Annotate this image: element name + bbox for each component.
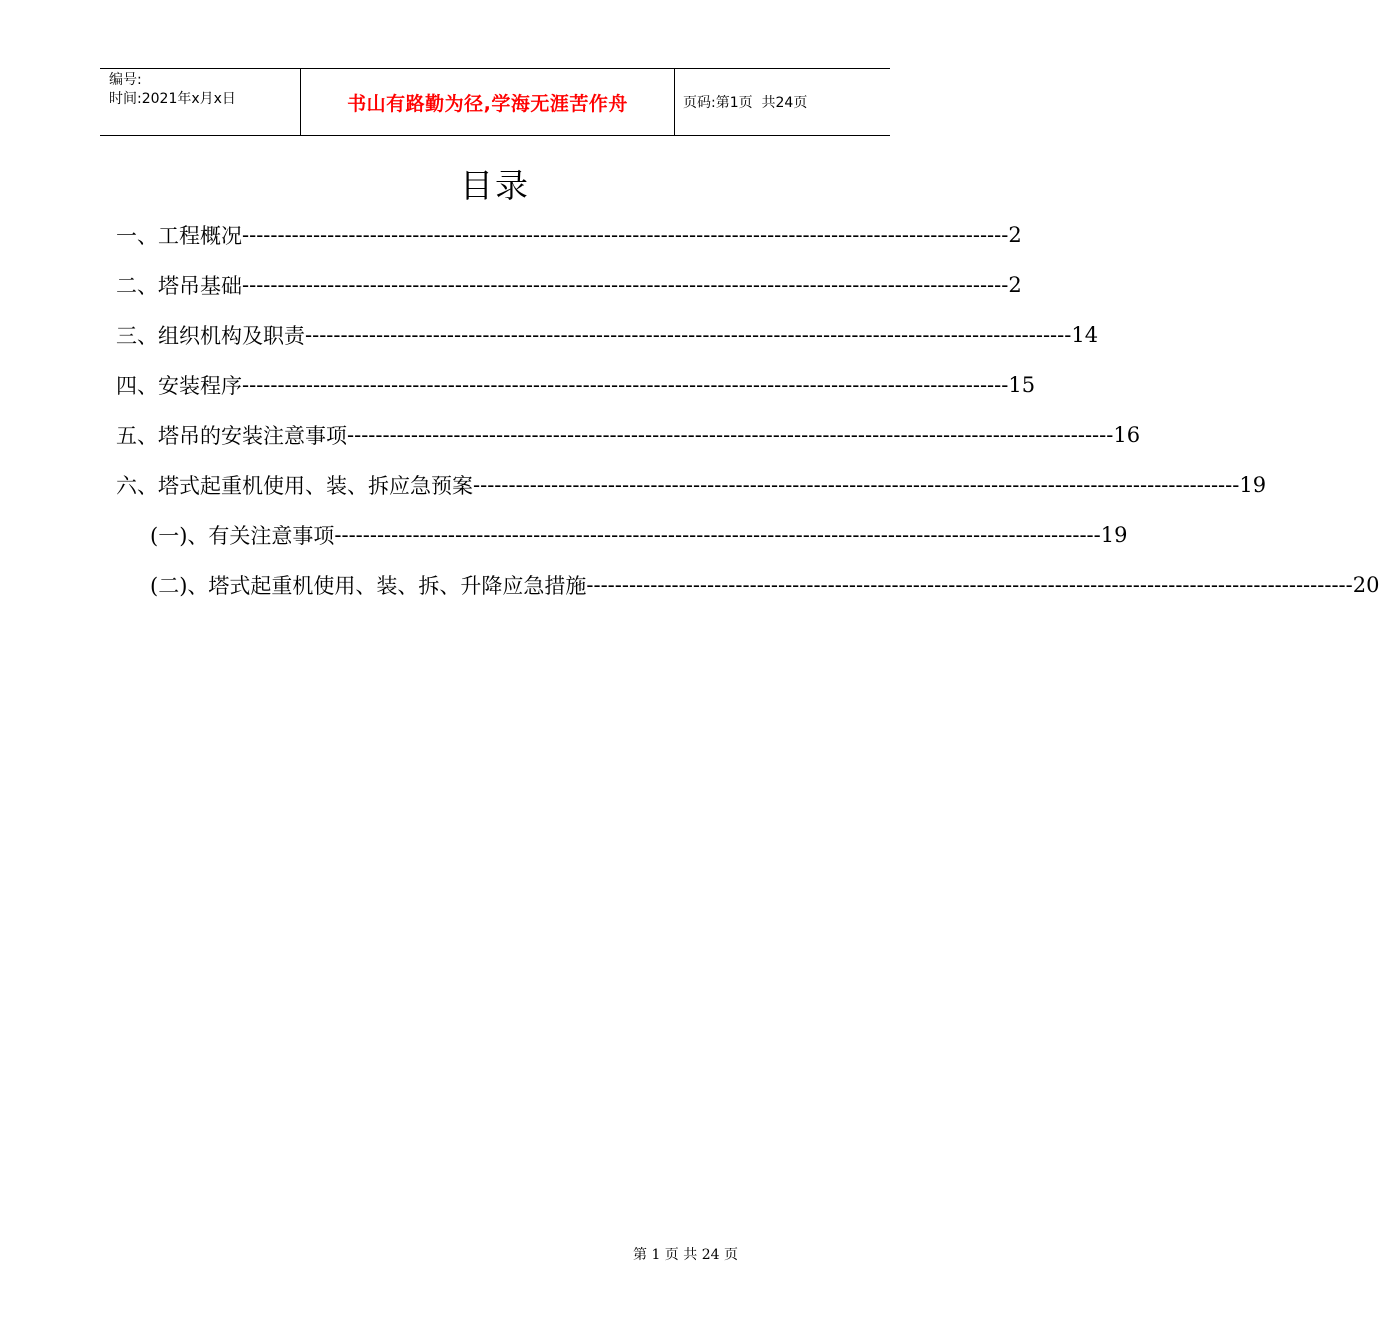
toc-entry-title: 组织机构及职责	[158, 324, 305, 348]
toc-entry-page: 2	[1008, 223, 1022, 247]
toc-entry-number: 一、	[116, 224, 158, 248]
toc-entry-page: 2	[1008, 273, 1022, 297]
toc-subentry[interactable]	[150, 510, 1128, 560]
toc-entry-leader: ------------------------------------------------------------------------------------------------------------	[242, 373, 1009, 397]
document-time-label: 时间:2021年x月x日	[109, 91, 236, 107]
page-footer: 第 1 页 共 24 页	[633, 1247, 738, 1263]
toc-entry-leader: ------------------------------------------------------------------------------------------------------------	[305, 323, 1072, 347]
toc-entry-title: 工程概况	[158, 224, 242, 248]
toc-entry-title: 安装程序	[158, 374, 242, 398]
toc-subentry[interactable]	[150, 560, 1379, 610]
toc-entry-page: 14	[1071, 323, 1099, 347]
header-page-info-cell	[675, 69, 890, 135]
toc-entry-number: 四、	[116, 374, 158, 398]
toc-entry-leader: ------------------------------------------------------------------------------------------------------------	[334, 523, 1101, 547]
toc-entry-number: 五、	[116, 424, 158, 448]
header-page-info: 页码:第1页 共24页	[683, 95, 808, 111]
toc-entry-title: (二)、塔式起重机使用、装、拆、升降应急措施	[150, 574, 587, 598]
toc-entry-leader: ------------------------------------------------------------------------------------------------------------	[242, 273, 1009, 297]
toc-entry[interactable]	[116, 310, 1099, 360]
header-table	[100, 68, 890, 136]
toc-entry-number: 二、	[116, 274, 158, 298]
toc-entry-number: 六、	[116, 474, 158, 498]
header-meta-cell	[100, 69, 301, 135]
toc-title: 目录	[460, 166, 530, 205]
toc-entry-page: 16	[1113, 423, 1141, 447]
toc-entry-number: 三、	[116, 324, 158, 348]
toc-entry-leader: ------------------------------------------------------------------------------------------------------------	[586, 573, 1353, 597]
toc-entry[interactable]	[116, 460, 1267, 510]
toc-entry-leader: ------------------------------------------------------------------------------------------------------------	[242, 223, 1009, 247]
toc-entry-leader: ------------------------------------------------------------------------------------------------------------	[473, 473, 1240, 497]
toc-entry-page: 19	[1100, 523, 1128, 547]
toc-entry-page: 15	[1008, 373, 1036, 397]
toc-entry-title: 塔吊基础	[158, 274, 242, 298]
toc-entry[interactable]	[116, 360, 1036, 410]
toc-entry-page: 20	[1352, 573, 1379, 597]
toc-entry-title: 塔式起重机使用、装、拆应急预案	[158, 474, 473, 498]
toc-entry-leader: ------------------------------------------------------------------------------------------------------------	[347, 423, 1114, 447]
toc-entry[interactable]	[116, 410, 1141, 460]
header-motto: 书山有路勤为径,学海无涯苦作舟	[301, 69, 675, 135]
toc-entry-title: 塔吊的安装注意事项	[158, 424, 347, 448]
toc-entry-page: 19	[1239, 473, 1267, 497]
toc-entry[interactable]	[116, 210, 1022, 260]
toc-entry[interactable]	[116, 260, 1022, 310]
document-number-label: 编号:	[109, 72, 142, 88]
toc-entry-title: (一)、有关注意事项	[150, 524, 335, 548]
